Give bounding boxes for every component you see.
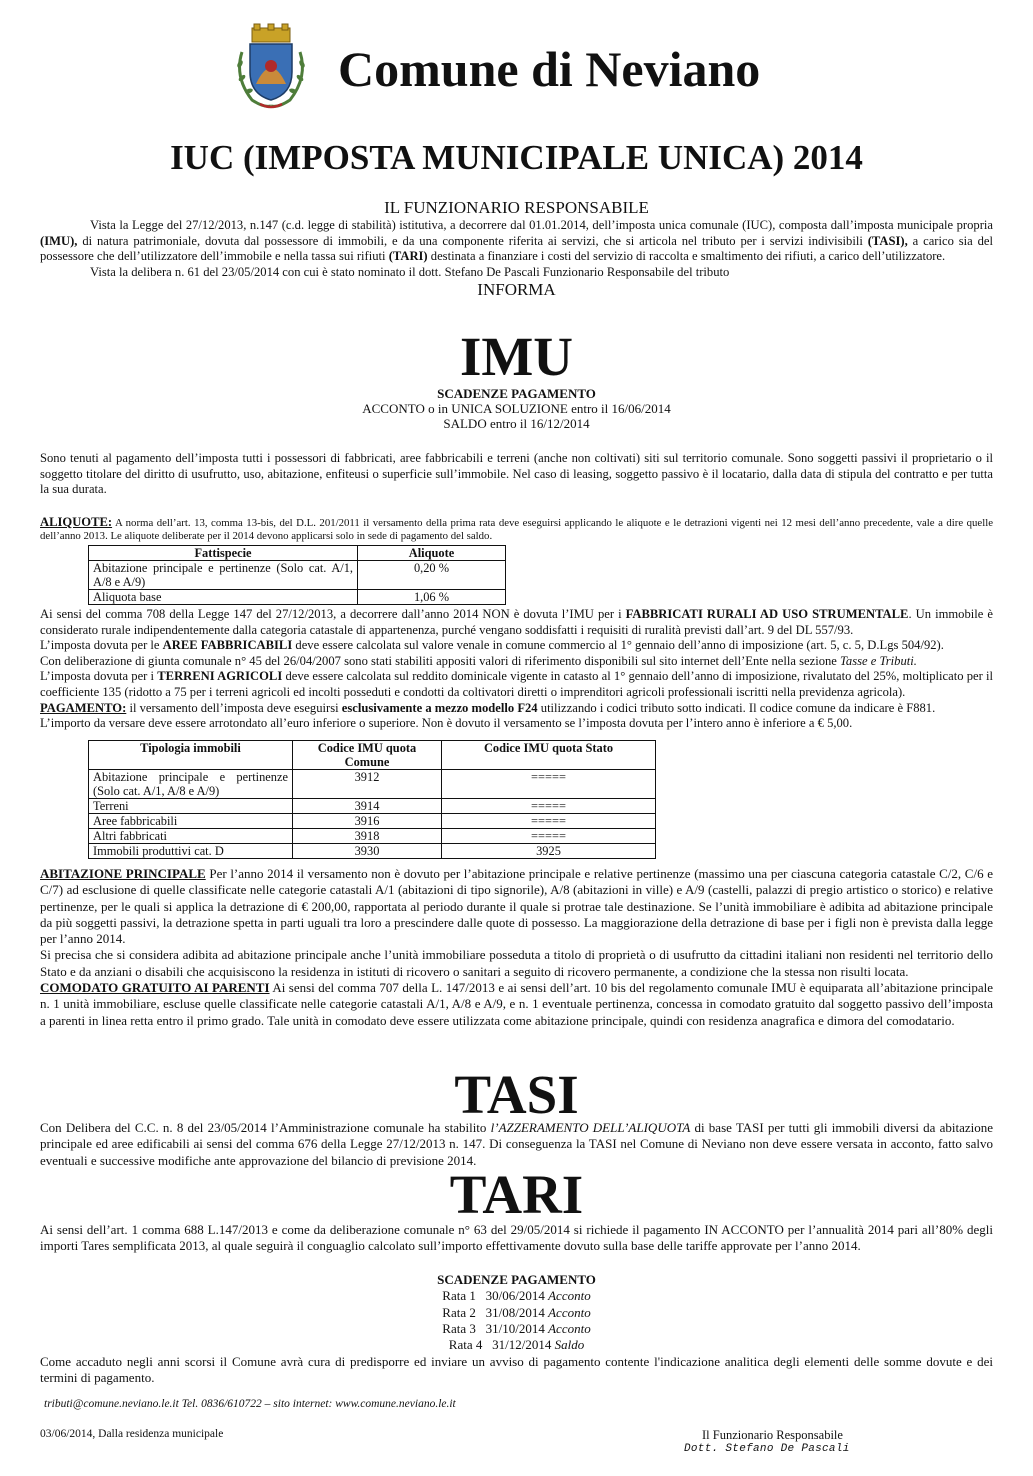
table-row xyxy=(89,741,656,770)
table-row xyxy=(89,546,506,561)
aree-text-2: deve essere calcolata sul valore venale in comune commercio al 1° gennaio dell’anno di imposizione (art. 5, c. 5, D.Lgs 504/92). xyxy=(295,638,944,653)
rates-table xyxy=(88,545,506,605)
rural-text: Ai sensi del comma 708 della Legge 147 del 27/12/2013, a decorrere dall’anno 2014 NON è dovuta l’IMU per i xyxy=(40,607,622,621)
aree-text: L’imposta dovuta per le xyxy=(40,638,160,653)
table-header: Tipologia immobili xyxy=(89,741,293,770)
installment-date: 31/10/2014 xyxy=(485,1320,545,1336)
table-cell: Terreni xyxy=(89,799,293,814)
free-loan-paragraph xyxy=(40,980,993,1029)
tari-deadlines-title: SCADENZE PAGAMENTO xyxy=(437,1272,596,1287)
terreni-text-2: deve essere calcolata sul reddito dominicale vigente in catasto al 1° gennaio dell’anno di imposizione, rivalutato del 25%, moltiplicato per il coefficiente 135 (ridotto a 75 per i terreni agricoli ed incolti posseduti e condotti da coltivatori diretti o imprenditori agricoli professionali iscritti nella previdenza agricola). xyxy=(40,669,993,699)
installment-row xyxy=(40,1305,993,1321)
free-loan-label: COMODATO GRATUITO AI PARENTI xyxy=(40,980,270,996)
imu-acronym: (IMU), xyxy=(40,233,78,248)
giunta-paragraph xyxy=(40,654,993,670)
table-cell: Altri fabbricati xyxy=(89,829,293,844)
giunta-text: Con deliberazione di giunta comunale n° 45 del 26/04/2007 sono stati stabiliti appositi valori di riferimento disponibili sul sito internet dell’Ente nella sezione xyxy=(40,653,837,668)
intro-section xyxy=(40,218,993,300)
tari-heading: TARI xyxy=(449,1164,584,1225)
aree-bold: AREE FABBRICABILI xyxy=(162,638,293,653)
signature-name: Dott. Stefano De Pascali xyxy=(684,1443,850,1455)
table-header: Fattispecie xyxy=(89,546,358,561)
installment-date: 30/06/2014 xyxy=(485,1288,545,1304)
main-residence-label: ABITAZIONE PRINCIPALE xyxy=(40,866,206,881)
tasi-paragraph xyxy=(40,1120,993,1169)
imu-rules xyxy=(40,607,993,732)
installment-type: Saldo xyxy=(554,1337,585,1353)
table-cell: ===== xyxy=(442,814,656,829)
table-cell: Immobili produttivi cat. D xyxy=(89,844,293,859)
main-residence-paragraph xyxy=(40,866,993,947)
tasi-text-2: di base TASI per tutti gli immobili diversi da abitazione principale ed aree edificabili ai sensi del comma 676 della Legge 27/12/2013 n. 147. Di conseguenza la TASI nel Comune di Neviano non deve essere versata in acconto, fatto salvo eventuali e successive modifiche ante approvazione del bilancio di previsione 2014. xyxy=(40,1120,993,1168)
table-header: Codice IMU quota Stato xyxy=(442,741,656,770)
rounding-paragraph: L’importo da versare deve essere arrotondato all’euro inferiore o superiore. Non è dovuto il versamento se l’imposta dovuta per l’intero anno è inferiore a € 5,00. xyxy=(40,716,853,731)
tasi-heading: TASI xyxy=(454,1064,579,1125)
table-cell: ===== xyxy=(442,770,656,799)
aliquote-label: ALIQUOTE: xyxy=(40,515,113,529)
intro-paragraph xyxy=(40,218,993,265)
imu-deadlines-title: SCADENZE PAGAMENTO xyxy=(437,386,596,401)
tari-acronym: (TARI) xyxy=(388,249,428,264)
delibera-paragraph: Vista la delibera n. 61 del 23/05/2014 con cui è stato nominato il dott. Stefano De Pascali Funzionario Responsabile del tributo xyxy=(90,264,730,279)
residents-abroad-paragraph: Si precisa che si considera adibita ad abitazione principale anche l’unità immobiliare posseduta a titolo di proprietà o di usufrutto da cittadini italiani non residenti nel territorio dello Stato e da anziani o disabili che acquisiscono la residenza in istituti di ricovero o sanitari a seguito di ricovero permanente, a condizione che la stessa non risulti locata. xyxy=(40,947,993,979)
building-areas-paragraph xyxy=(40,638,993,654)
installment-row xyxy=(40,1337,993,1353)
table-row xyxy=(89,844,656,859)
table-cell: 0,20 % xyxy=(358,561,506,590)
table-cell: 3918 xyxy=(293,829,442,844)
tasi-text: Con Delibera del C.C. n. 8 del 23/05/2014 l’Amministrazione comunale ha stabilito xyxy=(40,1120,487,1135)
page-title: IUC (IMPOSTA MUNICIPALE UNICA) 2014 xyxy=(170,138,863,177)
municipality-name: Comune di Neviano xyxy=(338,41,761,97)
table-cell: Aree fabbricabili xyxy=(89,814,293,829)
table-cell: 3925 xyxy=(442,844,656,859)
installment-label: Rata 1 xyxy=(442,1288,476,1304)
tari-deadlines xyxy=(40,1272,993,1353)
rural-buildings-paragraph xyxy=(40,607,993,638)
table-cell: 3930 xyxy=(293,844,442,859)
table-row xyxy=(89,799,656,814)
installment-date: 31/08/2014 xyxy=(485,1304,545,1320)
table-row xyxy=(89,561,506,590)
installment-type: Acconto xyxy=(548,1288,591,1304)
table-cell: Abitazione principale e pertinenze (Solo cat. A/1, A/8 e A/9) xyxy=(89,770,293,799)
imu-deadlines xyxy=(40,386,993,431)
imu-heading: IMU xyxy=(459,326,574,387)
installment-date: 31/12/2014 xyxy=(492,1337,552,1353)
intro-text-4: destinata a finanziare i costi del servizio di raccolta e smaltimento dei rifiuti, a carico dell’utilizzatore. xyxy=(430,249,946,264)
table-cell: 3912 xyxy=(293,770,442,799)
table-header: Aliquote xyxy=(358,546,506,561)
installment-type: Acconto xyxy=(548,1320,591,1336)
intro-text: Vista la Legge del 27/12/2013, n.147 (c.d. legge di stabilità) istitutiva, a decorrere dal 01.01.2014, dell’imposta unica comunale (IUC), composta dall’imposta municipale propria xyxy=(90,218,993,232)
main-residence-text: Per l’anno 2014 il versamento non è dovuto per l’abitazione principale e relative pertinenze (massimo una per ciascuna categoria catastale C/2, C/6 e C/7) ad esclusione di quelle classificate nelle categorie catastali A/1 (abitazioni di tipo signorile), A/8 (abitazioni in ville) e A/9 (castelli, palazzi di pregio artistico o storico) e relative pertinenze, per le quali si applica la detrazione di € 200,00, rapportata al periodo durante il quale si protrae tale destinazione. Se l’unità immobiliare è adibita ad abitazione principale da più soggetti passivi, la detrazione spetta in parti uguali tra loro a prescindere dalle quote di possesso. La maggiorazione della detrazione di base per i figli non è prevista dalla legge per l’anno 2014. xyxy=(40,866,994,947)
terreni-text: L’imposta dovuta per i xyxy=(40,669,155,684)
table-cell: ===== xyxy=(442,799,656,814)
tax-codes-table xyxy=(88,740,656,859)
payment-notice-paragraph: Come accaduto negli anni scorsi il Comune avrà cura di predisporre ed inviare un avviso di pagamento contente l'indicazione analitica degli elementi delle somme dovute e dei termini di pagamento. xyxy=(40,1354,993,1386)
signature-role: Il Funzionario Responsabile xyxy=(702,1428,843,1442)
coat-of-arms-icon xyxy=(230,22,312,112)
payment-text-2: utilizzando i codici tributo sotto indicati. Il codice comune da indicare è F881. xyxy=(540,700,936,715)
agricultural-land-paragraph xyxy=(40,669,993,700)
free-loan-text: Ai sensi del comma 707 della L. 147/2013 e ai sensi dell’art. 10 bis del regolamento comunale IMU è equiparata all’abitazione principale n. 1 unità immobiliare, escluse quelle classificate nelle categorie catastali A/1, A/8 e A/9, e n. 1 eventuale pertinenza, concessa in comodato gratuito dal soggetto passivo dell’imposta a parenti in linea retta entro il primo grado. Tale unità in comodato deve essere utilizzata come abitazione principale, quindi con residenza anagrafica e dimora del comodatario. xyxy=(40,980,993,1028)
tari-paragraph: Ai sensi dell’art. 1 comma 688 L.147/2013 e come da deliberazione comunale n° 63 del 29/05/2014 si richiede il pagamento IN ACCONTO per l’annualità 2014 pari all’80% degli importi Tares semplificata 2013, al quale seguirà il conguaglio calcolato sull’importo effettivamente dovuto sulla base delle tariffe approvate per l’anno 2014. xyxy=(40,1222,993,1254)
contacts-line: tributi@comune.neviano.le.it Tel. 0836/610722 – sito internet: www.comune.neviano.le.it xyxy=(44,1398,456,1410)
rural-text-2: . Un immobile è considerato rurale indipendentemente dalla categoria catastale di appartenenza, purché vengano soddisfatti i requisiti di ruralità previsti dall’art. 9 del DL 557/93. xyxy=(40,607,994,637)
aliquote-text: A norma dell’art. 13, comma 13-bis, del D.L. 201/2011 il versamento della prima rata deve eseguirsi applicando le aliquote e le detrazioni vigenti nei 12 mesi dell’anno precedente, vale a dire quelle dell’anno 2013. Le aliquote deliberate per il 2014 devono applicarsi solo in sede di pagamento del saldo. xyxy=(40,517,993,542)
installment-row xyxy=(40,1288,993,1304)
table-cell: 1,06 % xyxy=(358,590,506,605)
intro-text-3: a carico sia del possessore che dell’utilizzatore dell’immobile e nella tassa sui rifiuti xyxy=(40,233,994,264)
installment-label: Rata 2 xyxy=(442,1304,476,1320)
installment-label: Rata 3 xyxy=(442,1320,476,1336)
table-cell: Aliquota base xyxy=(89,590,358,605)
tasi-zeroing: l’AZZERAMENTO DELL’ALIQUOTA xyxy=(490,1120,691,1135)
imu-deadline-acconto: ACCONTO o in UNICA SOLUZIONE entro il 16/06/2014 xyxy=(362,401,671,416)
table-row xyxy=(89,829,656,844)
table-row xyxy=(89,590,506,605)
date-place: 03/06/2014, Dalla residenza municipale xyxy=(40,1428,224,1440)
imu-who-pays: Sono tenuti al pagamento dell’imposta tutti i possessori di fabbricati, aree fabbricabili e terreni (anche non coltivati) siti sul territorio comunale. Sono soggetti passivi il proprietario o il soggetto titolare del diritto di usufrutto, uso, abitazione, enfiteusi o superficie sull’immobile. Nel caso di leasing, soggetto passivo è il locatario, dalla data di stipula del contratto e per tutta la sua durata. xyxy=(40,451,993,497)
informa-heading: INFORMA xyxy=(477,280,556,300)
official-heading: IL FUNZIONARIO RESPONSABILE xyxy=(384,198,649,217)
imu-main-residence xyxy=(40,866,993,1029)
table-cell: Abitazione principale e pertinenze (Solo cat. A/1, A/8 e A/9) xyxy=(89,561,358,590)
imu-deadline-saldo: SALDO entro il 16/12/2014 xyxy=(443,416,590,431)
payment-label: PAGAMENTO: xyxy=(40,700,127,715)
tasi-acronym: (TASI), xyxy=(867,233,908,248)
payment-paragraph xyxy=(40,701,993,717)
rural-bold: FABBRICATI RURALI AD USO STRUMENTALE xyxy=(625,607,909,621)
table-cell: 3916 xyxy=(293,814,442,829)
terreni-bold: TERRENI AGRICOLI xyxy=(157,669,283,684)
payment-bold: esclusivamente a mezzo modello F24 xyxy=(341,700,538,715)
table-cell: 3914 xyxy=(293,799,442,814)
installment-type: Acconto xyxy=(548,1304,591,1320)
payment-text: il versamento dell’imposta deve eseguirsi xyxy=(129,700,339,715)
intro-text-2: di natura patrimoniale, dovuta dal possessore di immobili, e da una componente riferita ai servizi, che si articola nel tributo per i servizi indivisibili xyxy=(82,233,863,248)
imu-aliquote xyxy=(40,516,993,543)
tax-section-link: Tasse e Tributi. xyxy=(840,653,917,668)
table-row xyxy=(89,814,656,829)
installment-label: Rata 4 xyxy=(448,1337,483,1353)
table-cell: ===== xyxy=(442,829,656,844)
installment-row xyxy=(40,1321,993,1337)
table-header: Codice IMU quota Comune xyxy=(293,741,442,770)
table-row xyxy=(89,770,656,799)
